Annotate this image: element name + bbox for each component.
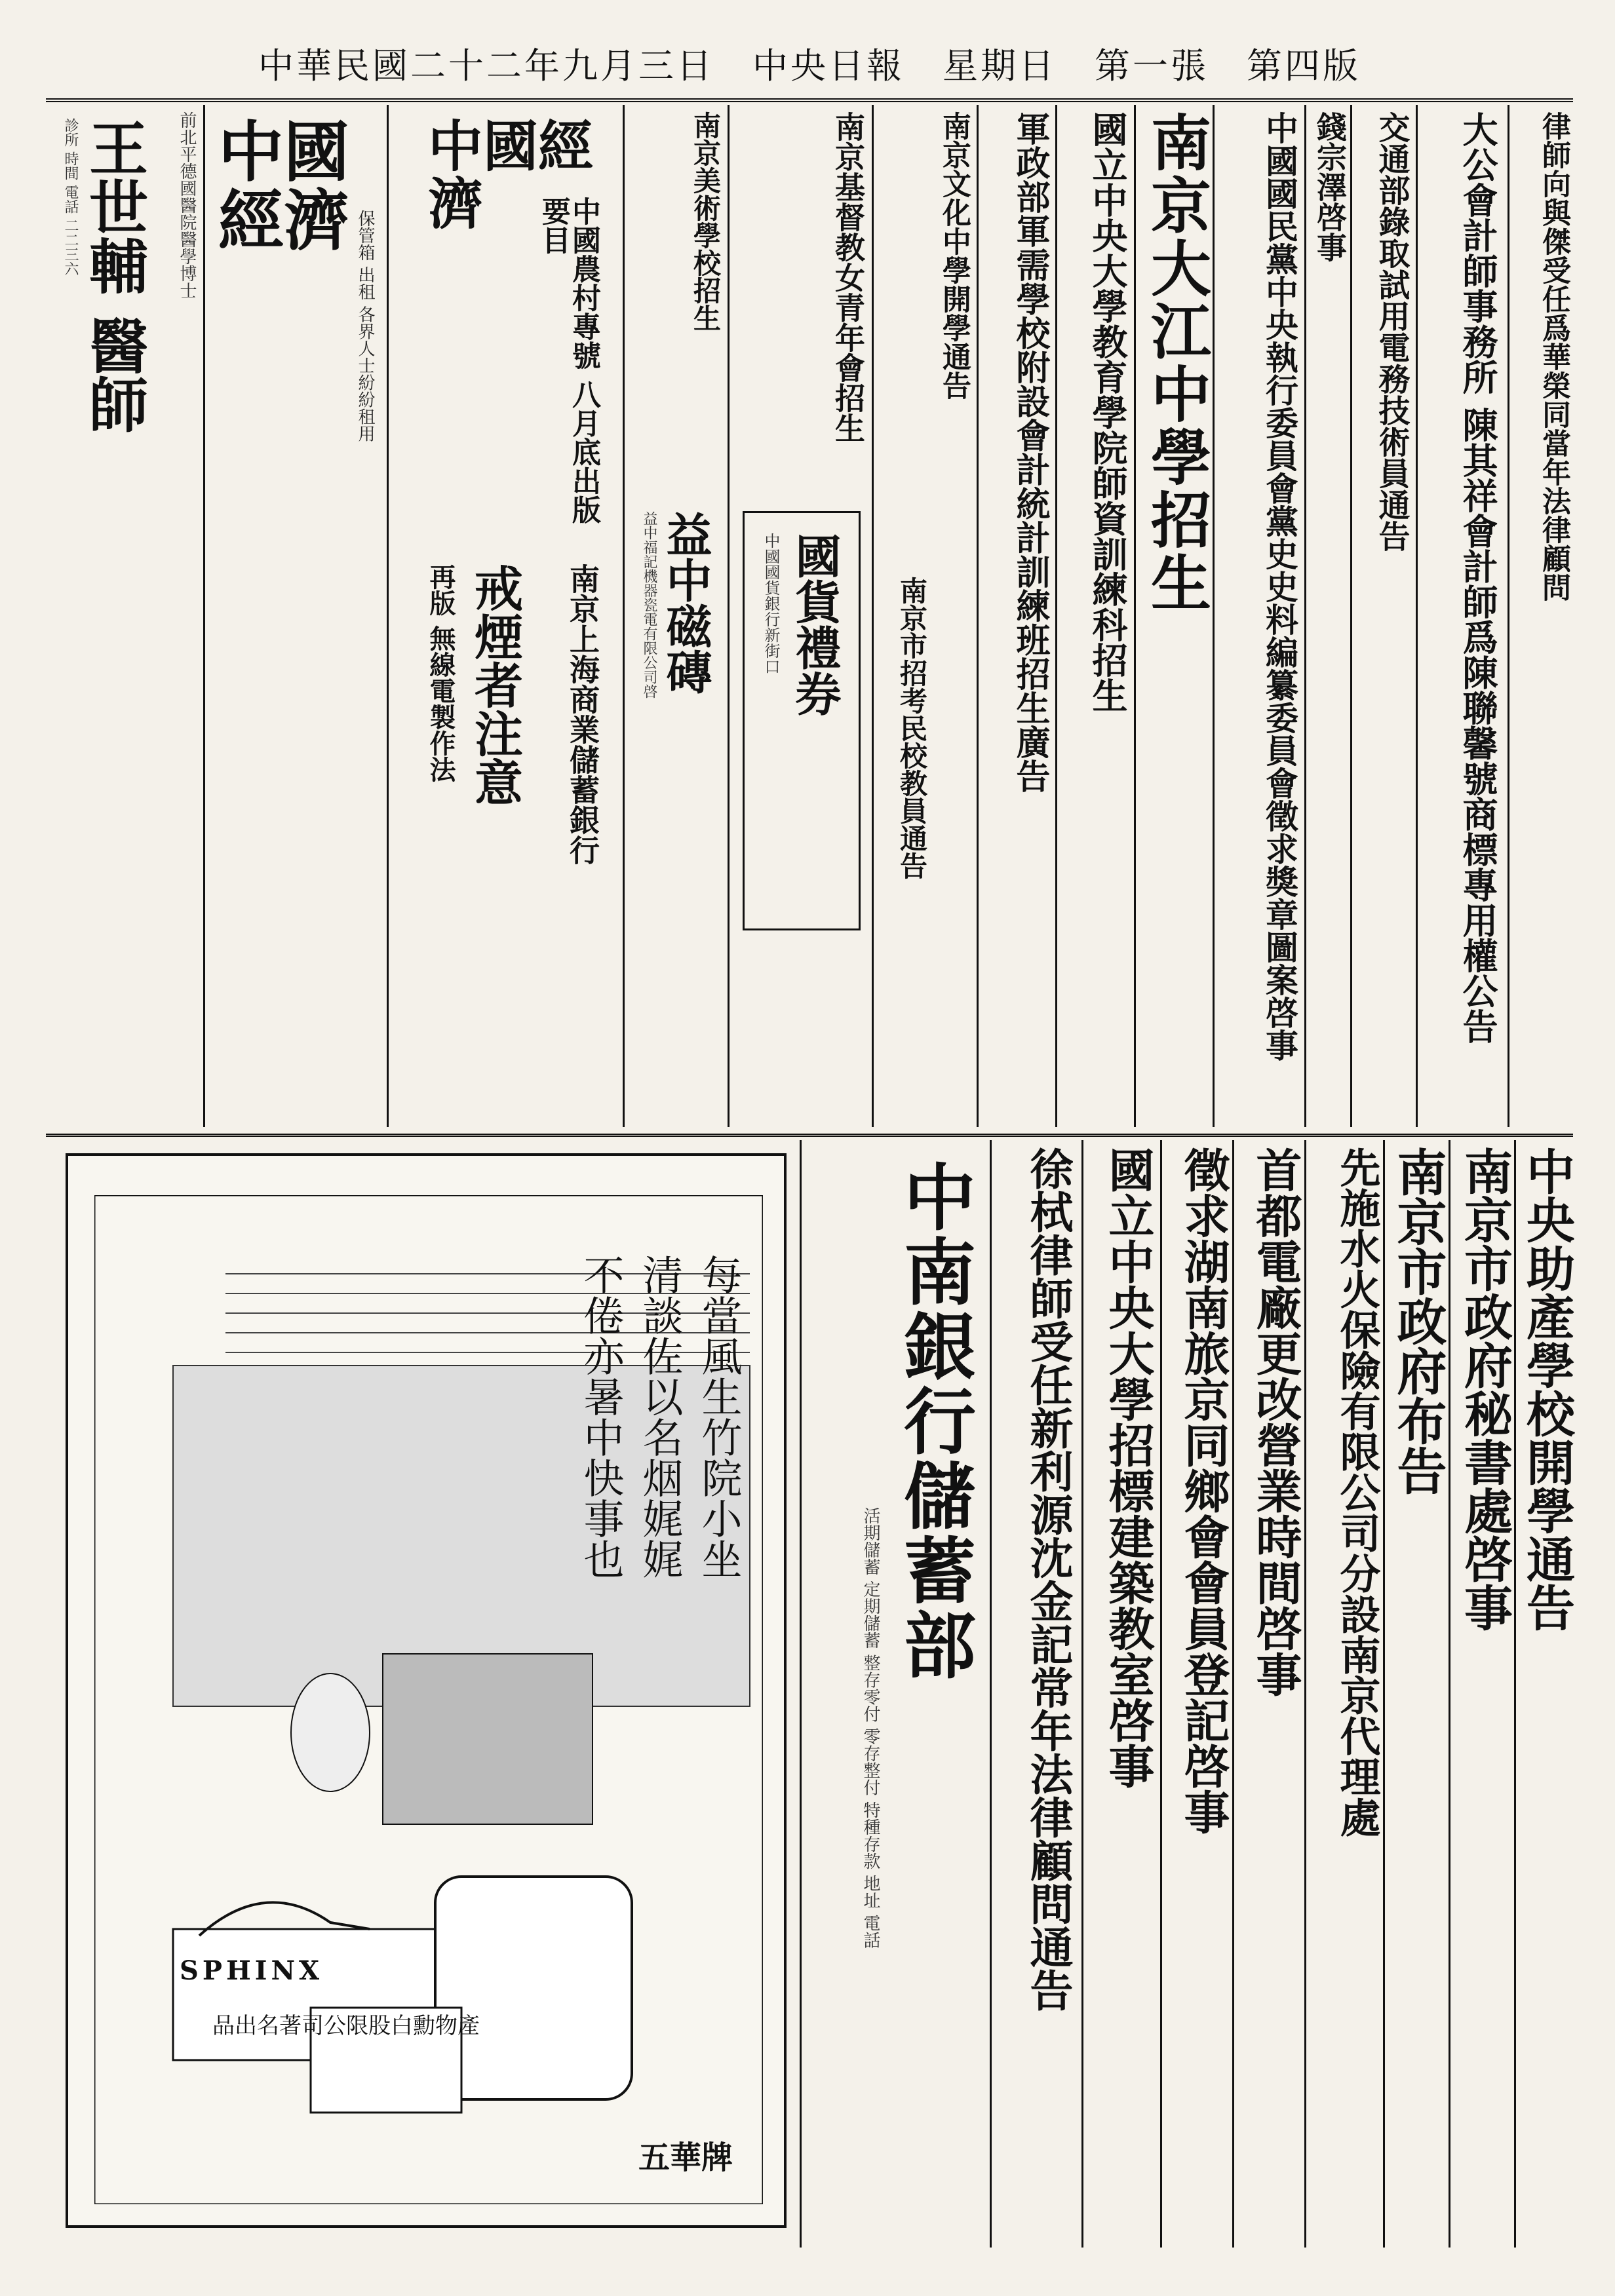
notice-dajiang-school: 南京大江中學招生 bbox=[1134, 105, 1215, 1127]
notice-economy-and-bank: 中國經濟 中國農村專號 八月底出版 要目 南京上海商業儲蓄銀行 戒煙者注意 再版 無線電製作法 bbox=[387, 105, 625, 1127]
notice-city-proclamation: 南京市政府布告 bbox=[1383, 1140, 1450, 2248]
doctor-ad: 前北平德國醫院醫學博士 王世輔 醫師 診所 時間 電話 二二三六 bbox=[46, 105, 205, 1127]
section-divider bbox=[46, 1134, 1573, 1137]
advert-line-2: 清談佐以名烟娓娓 bbox=[636, 1254, 684, 1579]
notice-central-university: 國立中央大學教育學院師資訓練科招生 bbox=[1055, 105, 1136, 1127]
notice-midwifery: 中央助產學校開學通告 bbox=[1514, 1140, 1575, 2248]
notice-art-school-and-tiles: 南京美術學校招生 益中磁磚 益中福記機器瓷電有限公司啓 bbox=[623, 105, 730, 1127]
notice-city-secretariat: 南京市政府秘書處啓事 bbox=[1449, 1140, 1516, 2248]
notice-wenhua-and-teachers: 南京文化中學開學通告 南京市招考民校教員通告 bbox=[872, 105, 979, 1127]
notice-insurance: 先施水火保險有限公司分設南京代理處 bbox=[1304, 1140, 1385, 2248]
upper-advertisements bbox=[46, 105, 1573, 1127]
advert-line-3: 不倦亦暑中快事也 bbox=[577, 1254, 625, 1579]
notice-ywca-and-coupon: 南京基督教女青年會招生 國貨禮券 中國國貨銀行新街口 bbox=[728, 105, 874, 1127]
notice-military-school: 軍政部軍需學校附設會計統計訓練班招生廣告 bbox=[977, 105, 1057, 1127]
cigarette-advertisement bbox=[66, 1153, 787, 2228]
notice-university-tender: 國立中央大學招標建築教室啓事 bbox=[1081, 1140, 1162, 2248]
notice-lawyer-xu: 徐栻律師受任新利源沈金記常年法律顧問通告 bbox=[990, 1140, 1083, 2248]
lower-advertisements bbox=[46, 1140, 1573, 2248]
masthead-title: 中華民國二十二年九月三日 中央日報 星期日 第一張 第四版 bbox=[258, 45, 1361, 86]
notice-party-history: 中國國民黨中央執行委員會黨史史料編纂委員會徵求獎章圖案啓事 bbox=[1213, 105, 1306, 1127]
masthead bbox=[46, 26, 1573, 102]
advert-product: 五華牌 bbox=[638, 2139, 733, 2176]
advert-line-1: 每當風生竹院小坐 bbox=[695, 1254, 743, 1579]
notice-qian: 錢宗澤啓事 bbox=[1304, 105, 1352, 1127]
advert-brand: SPHINX bbox=[180, 1955, 324, 1986]
notice-hunan-association: 徵求湖南旅京同鄉會會員登記啓事 bbox=[1160, 1140, 1234, 2248]
notice-china-economy: 中國經濟 保管箱 出租 各界人士紛紛租用 bbox=[203, 105, 389, 1127]
newspaper-page bbox=[46, 26, 1573, 2248]
notice-accountant-chen: 大公會計師事務所 陳其祥會計師爲陳聯馨號商標專用權公告 bbox=[1416, 105, 1509, 1127]
advert-maker: 品出名著司公限股白勳物產 bbox=[212, 2013, 480, 2039]
notice-power-plant: 首都電廠更改營業時間啓事 bbox=[1232, 1140, 1306, 2248]
notice-communications-ministry: 交通部錄取試用電務技術員通告 bbox=[1350, 105, 1418, 1127]
bank-zhongnan: 中南銀行儲蓄部 活期儲蓄 定期儲蓄 整存零付 零存整付 特種存款 地址 電話 bbox=[800, 1140, 992, 2248]
coupon-box: 國貨禮券 中國國貨銀行新街口 bbox=[743, 511, 861, 930]
notice-lawyer-xiang: 律師向與傑受任爲華榮同當年法律顧問 bbox=[1508, 105, 1575, 1127]
